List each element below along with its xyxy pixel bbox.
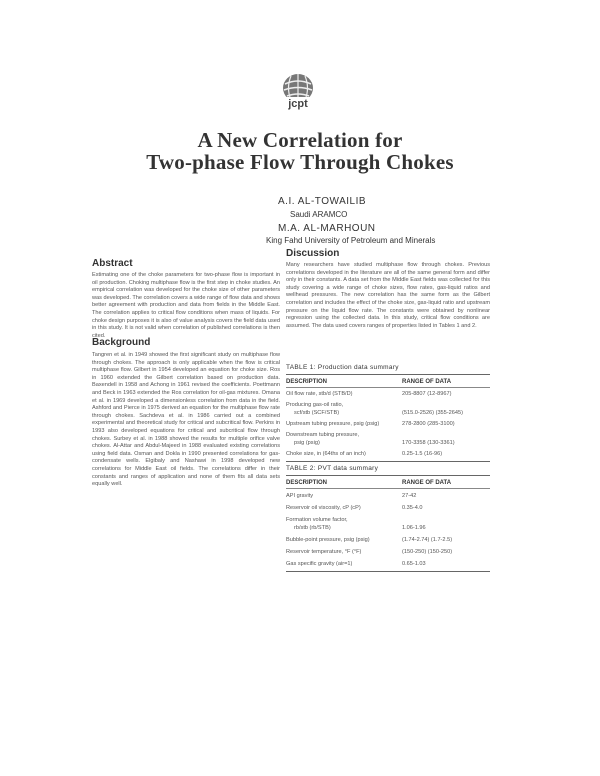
paper-title-line-1: A New Correlation for — [197, 128, 403, 152]
background-text: Tangren et al. in 1949 showed the first significant study on multiphase flow through chokes. The approach is only applicable when the flow is critical multiphase flow. Gilbert in 1954 developed an equation for choke size. Ros in 1960 extended the Gilbert correlation based on production data. Baxendell in 1958 and Achong in 1961 revised the coefficients. Poettmann and Beck in 1963 extended the Ros correlation for oil-gas mixtures. Omana et al. in 1969 developed a dimensionless correlation from data in the field. Ashford and Pierce in 1975 derived an equation for the multiphase flow rate through chokes. Sachdeva et al. in 1986 carried out a combined experimental and theoretical study for critical and subcritical flow. Perkins in 1993 also developed equations for critical and subcritical flow through chokes. Surbey et al. in 1988 showed the results for multiple orifice valve chokes. Al-Attar and Abdul-Majeed in 1988 evaluated existing correlations using field data. Osman and Dokla in 1990 presented correlations for gas-condensate wells. Elgibaly and Nashawi in 1998 developed new correlations for Middle East oil fields. The correlations differ in their constants and ranges of application and none of them fits all data sets equally well. — [92, 352, 280, 488]
table-2-header-description: DESCRIPTION — [286, 480, 328, 486]
table-1-top-rule — [286, 374, 490, 375]
table-2-bottom-rule — [286, 571, 490, 572]
author-name-2: M.A. AL-MARHOUN — [278, 223, 376, 234]
discussion-heading: Discussion — [286, 248, 340, 259]
table-1-header-rule — [286, 387, 490, 388]
table-1-bottom-rule — [286, 461, 490, 462]
table-1-caption: TABLE 1: Production data summary — [286, 364, 399, 371]
abstract-text: Estimating one of the choke parameters for two-phase flow is important in oil production. Choking multiphase flow is the first step in choke studies. An empirical correlation was developed for the choke size of other parameters was developed. The correlation covers a wide range of flow data and shows better agreement with production and data from fields in the Middle East. The correlation applies to critical flow conditions when mass of liquids. For choke design purposes it is also of value analysis covers the field data used in this study. It is not valid when correlation of published correlations is then cited. — [92, 272, 280, 339]
paper-page: jcpt A New Correlation for Two-phase Flow Through Chokes A.I. AL-TOWAILIB Saudi ARAMCO M.A. AL-MARHOUN King Fahd University of Petroleum and Minerals Abstract Estimating one of the choke parameters for two-phase flow is important in oil production. Choking multiphase flow is the first step in choke studies. An empirical correlation was developed for the choke size of other parameters was developed. The correlation covers a wide range of flow data and shows better agreement with production and data from fields in the Middle East. The correlation applies to critical flow conditions when mass of liquids. For choke design purposes it is also of value analysis covers the field data used in this study. It is not valid when correlation of published correlations is then cited. Background Tangren et al. in 1949 showed the first significant study on multiphase flow through chokes. The approach is only applicable when the flow is critical multiphase flow. Gilbert in 1954 developed an equation for choke size. Ros in 1960 extended the Gilbert correlation based on production data. Baxendell in 1958 and Achong in 1961 revised the coefficients. Poettmann and Beck in 1963 extended the Ros correlation for oil-gas mixtures. Omana et al. in 1969 developed a dimensionless correlation from data in the field. Ashford and Pierce in 1975 derived an equation for the multiphase flow rate through chokes. Sachdeva et al. in 1986 carried out a combined experimental and theoretical study for critical and subcritical flow. Perkins in 1993 also developed equations for critical and subcritical flow through chokes. Surbey et al. in 1988 showed the results for multiple orifice valve chokes. Al-Attar and Abdul-Majeed in 1988 evaluated existing correlations using field data. Osman and Dokla in 1990 presented correlations for gas-condensate wells. Elgibaly and Nashawi in 1998 developed new correlations for Middle East oil fields. The correlations differ in their constants and ranges of application and none of them fits all data sets equally well. Discussion Many researchers have studied multiphase flow through chokes. Previous correlations developed in the literature are all of the same general form and differ only in their constants. A data set from the Middle East fields was collected for this study covering a wide range of choke sizes, flow rates, gas-liquid ratios and wellhead pressures. The new correlation has the same form as the Gilbert correlation and includes the effect of the choke size, gas-liquid ratio and upstream pressure on the liquid flow rate. The constants were obtained by nonlinear regression using the collected data. In this study, critical flow conditions are assumed. The data used covers ranges of properties listed in Tables 1 and 2. TABLE 1: Production data summary DESCRIPTION RANGE OF DATA Oil flow rate, stb/d (STB/D) 205-8807 (12-8967) Producing gas-oil ratio, scf/stb (SCF/STB) (515.0-2526) (355-2645) Upstream tubing pressure, psig (psig) 278-2800 (285-3100) Downstream tubing pressure, psig (psig) 170-3358 (130-3361) Choke size, in (64ths of an inch) 0.25-1.5 (16-96) TABLE 2: PVT data summary DESCRIPTION RANGE OF DATA API gravity 27-42 Reservoir oil viscosity, cP (cP) 0.35-4.0 Formation volume factor, rb/stb (rb/STB) 1.06-1.96 Bubble-point pressure, psig (psig) (1.74-2.74) (1.7-2.5) Reservoir temperature, °F (°F) (150-250) (150-250) Gas specific gravity (air=1) 0.65-1.03 — [0, 0, 600, 776]
table-2-header-rule — [286, 488, 490, 489]
logo-text: jcpt — [288, 98, 308, 110]
table-1-header-description: DESCRIPTION — [286, 379, 328, 385]
table-2-header-range: RANGE OF DATA — [402, 480, 452, 486]
abstract-heading: Abstract — [92, 258, 133, 269]
table-2-top-rule — [286, 475, 490, 476]
discussion-text: Many researchers have studied multiphase flow through chokes. Previous correlations developed in the literature are all of the same general form and differ only in their constants. A data set from the Middle East fields was collected for this study covering a wide range of choke sizes, flow rates, gas-liquid ratios and wellhead pressures. The new correlation has the same form as the Gilbert correlation and includes the effect of the choke size, gas-liquid ratio and upstream pressure on the liquid flow rate. The constants were obtained by nonlinear regression using the collected data. In this study, critical flow conditions are assumed. The data used covers ranges of properties listed in Tables 1 and 2. — [286, 262, 490, 329]
table-1-header-range: RANGE OF DATA — [402, 379, 452, 385]
jcpt-globe-icon — [276, 72, 320, 110]
author-affiliation-2: King Fahd University of Petroleum and Minerals — [266, 236, 436, 245]
paper-title-line-2: Two-phase Flow Through Chokes — [146, 150, 454, 174]
author-affiliation-1: Saudi ARAMCO — [290, 210, 348, 219]
table-2-caption: TABLE 2: PVT data summary — [286, 465, 379, 472]
background-heading: Background — [92, 337, 151, 348]
author-name-1: A.I. AL-TOWAILIB — [278, 196, 367, 207]
